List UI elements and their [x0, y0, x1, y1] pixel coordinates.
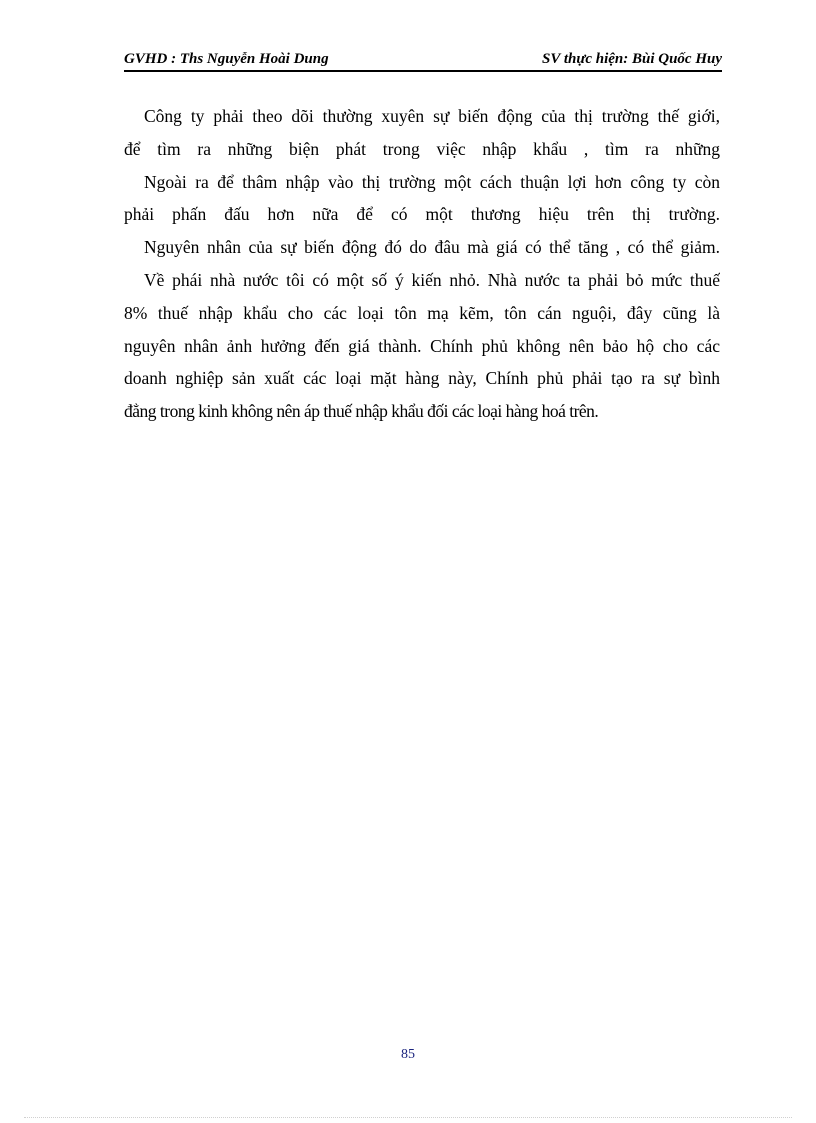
body-line: Ngoài ra để thâm nhập vào thị trường một cách thuận lợi hơn công ty còn — [144, 171, 720, 192]
page-number: 85 — [401, 1047, 415, 1062]
page-header — [124, 44, 722, 72]
body-line: 8% thuế nhập khẩu cho các loại tôn mạ kẽm, tôn cán nguội, đây cũng là — [124, 302, 720, 323]
header-student: SV thực hiện: Bùi Quốc Huy — [542, 51, 722, 67]
body-line: Công ty phải theo dõi thường xuyên sự biến động của thị trường thế giới, — [144, 106, 720, 126]
body-line: để tìm ra những biện phát trong việc nhập khẩu , tìm ra những — [124, 138, 720, 159]
body-line: Nguyên nhân của sự biến động đó do đâu mà giá có thể tăng , có thể giảm. — [144, 237, 720, 258]
body-line: doanh nghiệp sản xuất các loại mặt hàng này, Chính phủ phải tạo ra sự bình — [124, 368, 720, 389]
body-line: phải phấn đấu hơn nữa để có một thương hiệu trên thị trường. — [124, 204, 720, 225]
body-text — [124, 100, 720, 428]
page-bottom-divider — [24, 1117, 792, 1118]
body-line: nguyên nhân ảnh hưởng đến giá thành. Chính phủ không nên bảo hộ cho các — [124, 335, 720, 356]
header-supervisor: GVHD : Ths Nguyễn Hoài Dung — [124, 51, 329, 67]
body-line: đẳng trong kinh không nên áp thuế nhập khẩu đối các loại hàng hoá trên. — [124, 401, 599, 422]
body-line: Về phái nhà nước tôi có một số ý kiến nhỏ. Nhà nước ta phải bỏ mức thuế — [144, 269, 720, 290]
